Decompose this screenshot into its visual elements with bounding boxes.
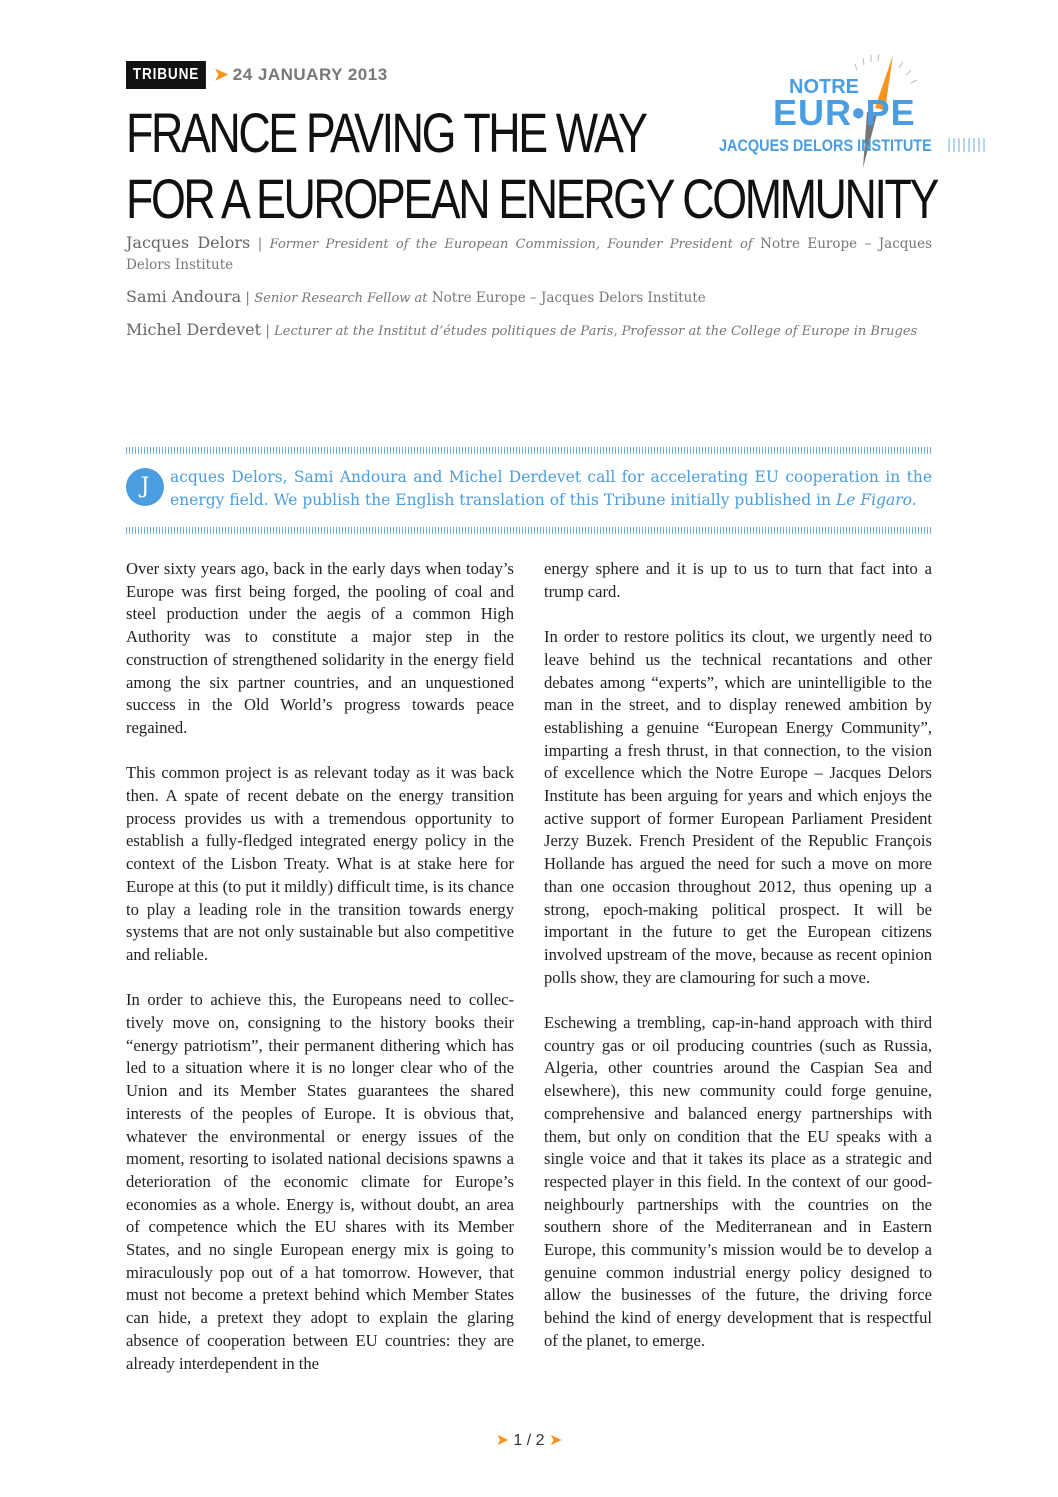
authors-list xyxy=(126,232,932,352)
author-entry: Michel Derdevet | Lecturer at the Institut d’études politiques de Paris, Professor at the College of Europe in Bruges xyxy=(126,320,918,339)
intro-summary xyxy=(126,466,932,512)
author-role: Lecturer at the Institut d’études politiques de Paris, Professor at the College of Europe in Bruges xyxy=(274,324,918,339)
paragraph: In order to achieve this, the Europeans need to collectively move on, consigning to the history books their “energy patriotism”, their permanent dithering which has led to a situation where it is no longer clear who of the Union and its Member States guarantees the shared interests of the peoples of Europe. It is obvious that, whatever the environmental or energy issues of the moment, resorting to isolated national decisions spawns a deterioration of the economic climate for Europe’s economies as a whole. Energy is, without doubt, an area of competence which the EU shares with its Member States, and no single European energy mix is going to miraculously pop out of a hat tomorrow. However, that must not become a pretext behind which Member States can hide, a pretext they adopt to explain the glaring absence of cooperation between EU countries: they are already interdependent in the xyxy=(126,990,514,1373)
body-column-right xyxy=(544,558,932,1375)
page-number-text: 1 / 2 xyxy=(513,1432,545,1449)
title-line-1: FRANCE PAVING THE WAY xyxy=(126,101,646,164)
paragraph: This common project is as relevant today as it was back then. A spate of recent debate on the energy transition process provides us with a tremendous opportunity to establish a fully-fledged integrated energy policy in the context of the Lisbon Treaty. What is at stake here for Europe at this (to put it mildly) difficult time, is its chance to play a leading role in the transition towards energy systems that are not only sustainable but also competitive and reliable. xyxy=(126,763,514,964)
logo-text-notre: NOTRE xyxy=(789,76,859,98)
page-number: ➤ 1 / 2 ➤ xyxy=(495,1432,563,1449)
notre-europe-logo xyxy=(715,50,995,170)
author-entry: Jacques Delors | Former President of the European Commission, Founder President of Notre Europe – Jacques Delors Institute xyxy=(126,233,933,273)
divider-bottom xyxy=(126,527,932,534)
intro-text: acques Delors, Sami Andoura and Michel Derdevet call for accelerating EU cooperation in the energy field. We publish the English translation of this Tribune initially published in xyxy=(170,468,932,509)
author-role: Senior Research Fellow at xyxy=(254,291,428,306)
author-name: Sami Andoura xyxy=(126,287,242,306)
arrow-icon: ➤ xyxy=(214,65,229,84)
paragraph: In order to restore politics its clout, we urgently need to leave behind us the technical recantations and other debates among “experts”, which are unintelligible to the man in the street, and to display renewed ambition by establishing a genuine “European Energy Community”, imparting a fresh thrust, in that connection, to the vision of excellence which the Notre Europe – Jacques Delors Institute has been arguing for years and which enjoys the active support of former European Parliament President Jerzy Buzek. French President of the Republic François Hollande has argued the need for such a move on more than one occasion throughout 2012, thus opening up a strong, epoch-making political prospect. It will be important in the future to get the European citizens involved upstream of the move, because as recent opinion polls show, they are clamouring for such a move. xyxy=(544,627,932,987)
author-name: Michel Derdevet xyxy=(126,320,262,339)
dropcap: J xyxy=(126,468,164,506)
publication-date xyxy=(214,65,388,85)
author-entry: Sami Andoura | Senior Research Fellow at Notre Europe – Jacques Delors Institute xyxy=(126,287,706,306)
logo-text-europe: EUR•PE xyxy=(773,92,916,133)
title-line-2: FOR A EUROPEAN ENERGY COMMUNITY xyxy=(126,167,937,230)
author-org: Notre Europe – Jacques Delors Institute xyxy=(126,236,933,273)
date-text: 24 JANUARY 2013 xyxy=(232,65,388,84)
author-org: Notre Europe – Jacques Delors Institute xyxy=(431,290,706,306)
paragraph: energy sphere and it is up to us to turn that fact into a trump card. xyxy=(544,559,932,601)
author-name: Jacques Delors xyxy=(126,233,251,252)
paragraph: Eschewing a trembling, cap-in-hand approach with third country gas or oil producing countries (such as Russia, Algeria, other countries around the Caspian Sea and elsewhere), this new community could forge genuine, comprehensive and balanced energy partnerships with them, but only on condition that the EU speaks with a single voice and that it takes its place as a strategic and respected player in this field. In the context of our good-neighbourly partnerships with the countries on the southern shore of the Mediterranean and in Eastern Europe, this community’s mission would be to develop a genuine common industrial energy policy designed to allow the businesses of the future, the driving force behind the kind of energy development that is respectful of the planet, to emerge. xyxy=(544,1013,932,1350)
author-role: Former President of the European Commission, Founder President of xyxy=(269,237,753,252)
intro-source: Le Figaro. xyxy=(835,491,917,509)
paragraph: Over sixty years ago, back in the early days when today’s Europe was first being forged, the pooling of coal and steel production under the aegis of a common High Authority was to constitute a major step in the construction of strengthened solidarity in the energy field among the six partner countries, and an unquestioned success in the Old World’s progress towards peace regained. xyxy=(126,559,514,737)
tribune-tag: TRIBUNE xyxy=(126,61,206,89)
divider-top xyxy=(126,447,932,454)
logo-text-institute: JACQUES DELORS INSTITUTE xyxy=(719,136,932,155)
body-column-left xyxy=(126,558,514,1398)
